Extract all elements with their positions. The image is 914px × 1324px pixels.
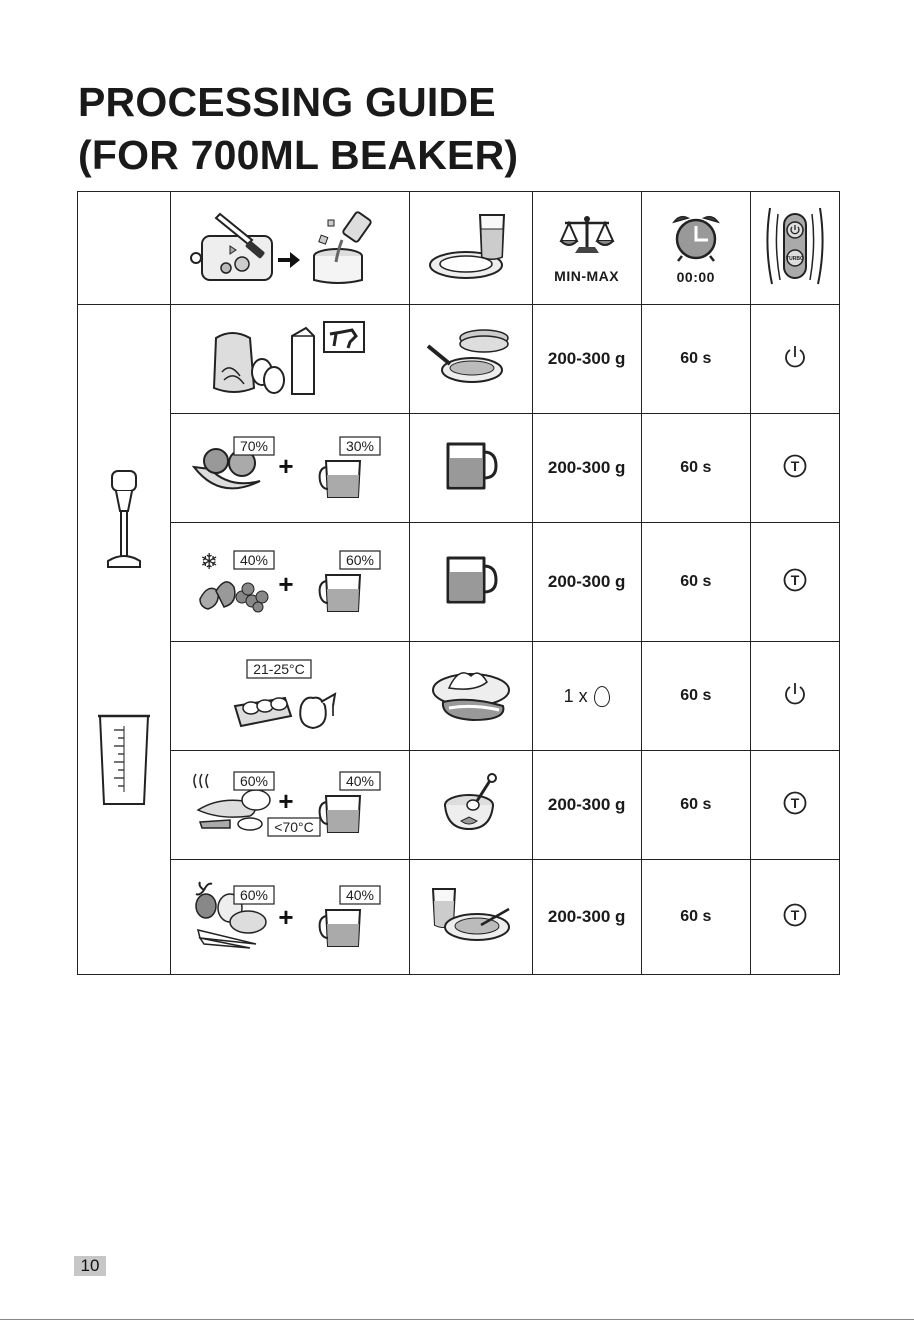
mayonnaise-hotdog-icon bbox=[429, 662, 513, 726]
turbo-letter: T bbox=[790, 906, 800, 923]
liquid-percent: 40% bbox=[346, 886, 375, 903]
time-value: 60 s bbox=[680, 908, 712, 925]
quantity-value: 200-300 g bbox=[547, 572, 626, 591]
eggs-and-oil-icon bbox=[225, 656, 355, 732]
speed-cell bbox=[750, 305, 839, 414]
plus-sign: + bbox=[278, 785, 294, 816]
processing-guide-table bbox=[77, 191, 840, 975]
header-ingredients-cell bbox=[171, 192, 410, 305]
raw-vegetables-plus-liquid-icon bbox=[190, 880, 390, 950]
row-mayonnaise bbox=[78, 642, 840, 751]
quantity-cell bbox=[532, 860, 641, 975]
row-pancake-batter bbox=[78, 305, 840, 414]
arrow-right-icon bbox=[278, 252, 300, 268]
plus-sign: + bbox=[278, 901, 294, 932]
quantity-header-label: MIN-MAX bbox=[554, 267, 620, 284]
blender-foot-icon bbox=[94, 467, 154, 707]
row-raw-vegetables bbox=[78, 860, 840, 975]
flour-eggs-milk-icon bbox=[210, 318, 370, 396]
title-line-1: PROCESSING GUIDE bbox=[78, 79, 496, 125]
quantity-prefix: 1 x bbox=[563, 685, 588, 706]
plus-sign: + bbox=[278, 450, 294, 481]
speed-cell bbox=[750, 414, 839, 523]
quantity-value: 200-300 g bbox=[547, 349, 626, 368]
result-cell bbox=[410, 860, 532, 975]
pancakes-in-pan-icon bbox=[426, 324, 516, 390]
soup-plate-glass-icon bbox=[429, 885, 513, 945]
mug-icon bbox=[444, 554, 498, 606]
result-cell bbox=[410, 414, 532, 523]
plate-and-glass-icon bbox=[426, 207, 516, 285]
quantity-cell bbox=[532, 305, 641, 414]
time-value: 60 s bbox=[680, 573, 712, 590]
turbo-button-label: TURBO bbox=[786, 255, 804, 262]
page-title bbox=[78, 76, 518, 182]
row-frozen-berries bbox=[78, 523, 840, 642]
speed-cell bbox=[750, 751, 839, 860]
header-tool-cell bbox=[78, 192, 171, 305]
snowflake-icon: ❄ bbox=[200, 549, 219, 575]
turbo-letter: T bbox=[790, 794, 800, 811]
quantity-value: 200-300 g bbox=[547, 907, 626, 926]
liquid-percent: 40% bbox=[346, 772, 375, 789]
time-cell bbox=[641, 523, 750, 642]
power-symbol-icon bbox=[783, 345, 807, 369]
time-value: 60 s bbox=[680, 350, 712, 367]
speed-cell bbox=[750, 860, 839, 975]
result-cell bbox=[410, 523, 532, 642]
turbo-symbol-icon bbox=[782, 902, 808, 928]
time-cell bbox=[641, 751, 750, 860]
speed-cell bbox=[750, 523, 839, 642]
ingredient-percent: 60% bbox=[240, 886, 269, 903]
result-cell bbox=[410, 642, 532, 751]
turbo-symbol-icon bbox=[782, 567, 808, 593]
quantity-value: 200-300 g bbox=[547, 795, 626, 814]
scale-icon bbox=[559, 213, 615, 261]
temperature-label: <70°C bbox=[274, 818, 314, 835]
ingredients-cell bbox=[171, 751, 410, 860]
header-result-cell bbox=[410, 192, 532, 305]
fruit-plus-liquid-icon bbox=[190, 431, 390, 501]
quantity-cell bbox=[532, 523, 641, 642]
header-quantity-cell bbox=[532, 192, 641, 305]
time-header-label: 00:00 bbox=[676, 268, 715, 285]
quantity-cell bbox=[532, 642, 641, 751]
time-value: 60 s bbox=[680, 796, 712, 813]
ingredients-cell bbox=[171, 523, 410, 642]
baby-food-bowl-icon bbox=[439, 771, 503, 835]
turbo-symbol-icon bbox=[782, 453, 808, 479]
frozen-berries-plus-liquid-icon bbox=[190, 545, 390, 615]
quantity-cell bbox=[532, 414, 641, 523]
header-time-cell bbox=[641, 192, 750, 305]
ingredients-cell bbox=[171, 642, 410, 751]
header-row bbox=[78, 192, 840, 305]
page-number: 10 bbox=[74, 1256, 106, 1276]
handle-buttons-icon bbox=[766, 204, 824, 288]
row-smoothie bbox=[78, 414, 840, 523]
ingredients-cell bbox=[171, 414, 410, 523]
ingredient-percent: 60% bbox=[240, 772, 269, 789]
tools-cell bbox=[78, 305, 171, 975]
time-value: 60 s bbox=[680, 459, 712, 476]
header-speed-cell bbox=[750, 192, 839, 305]
egg-icon bbox=[594, 686, 610, 707]
time-cell bbox=[641, 860, 750, 975]
alarm-clock-icon bbox=[668, 212, 724, 262]
ingredient-percent: 70% bbox=[240, 437, 269, 454]
title-line-2: (FOR 700ML BEAKER) bbox=[78, 132, 519, 178]
ingredient-percent: 40% bbox=[240, 551, 269, 568]
mug-icon bbox=[444, 440, 498, 492]
liquid-percent: 30% bbox=[346, 437, 375, 454]
measuring-beaker-icon bbox=[94, 712, 154, 808]
turbo-letter: T bbox=[790, 571, 800, 588]
quantity-cell bbox=[532, 751, 641, 860]
ingredients-cell bbox=[171, 860, 410, 975]
time-value: 60 s bbox=[680, 687, 712, 704]
turbo-letter: T bbox=[790, 457, 800, 474]
ingredients-cell bbox=[171, 305, 410, 414]
power-symbol-icon bbox=[783, 682, 807, 706]
time-cell bbox=[641, 642, 750, 751]
speed-cell bbox=[750, 642, 839, 751]
result-cell bbox=[410, 751, 532, 860]
row-cooked-vegetables bbox=[78, 751, 840, 860]
result-cell bbox=[410, 305, 532, 414]
turbo-symbol-icon bbox=[782, 790, 808, 816]
temperature-label: 21-25°C bbox=[253, 660, 306, 677]
time-cell bbox=[641, 414, 750, 523]
cooked-vegetables-plus-liquid-icon bbox=[190, 766, 390, 840]
quantity-value: 200-300 g bbox=[547, 458, 626, 477]
liquid-percent: 60% bbox=[346, 551, 375, 568]
knife-cutting-board-icon bbox=[190, 206, 390, 286]
page-bottom-divider bbox=[0, 1319, 914, 1320]
time-cell bbox=[641, 305, 750, 414]
plus-sign: + bbox=[278, 568, 294, 599]
